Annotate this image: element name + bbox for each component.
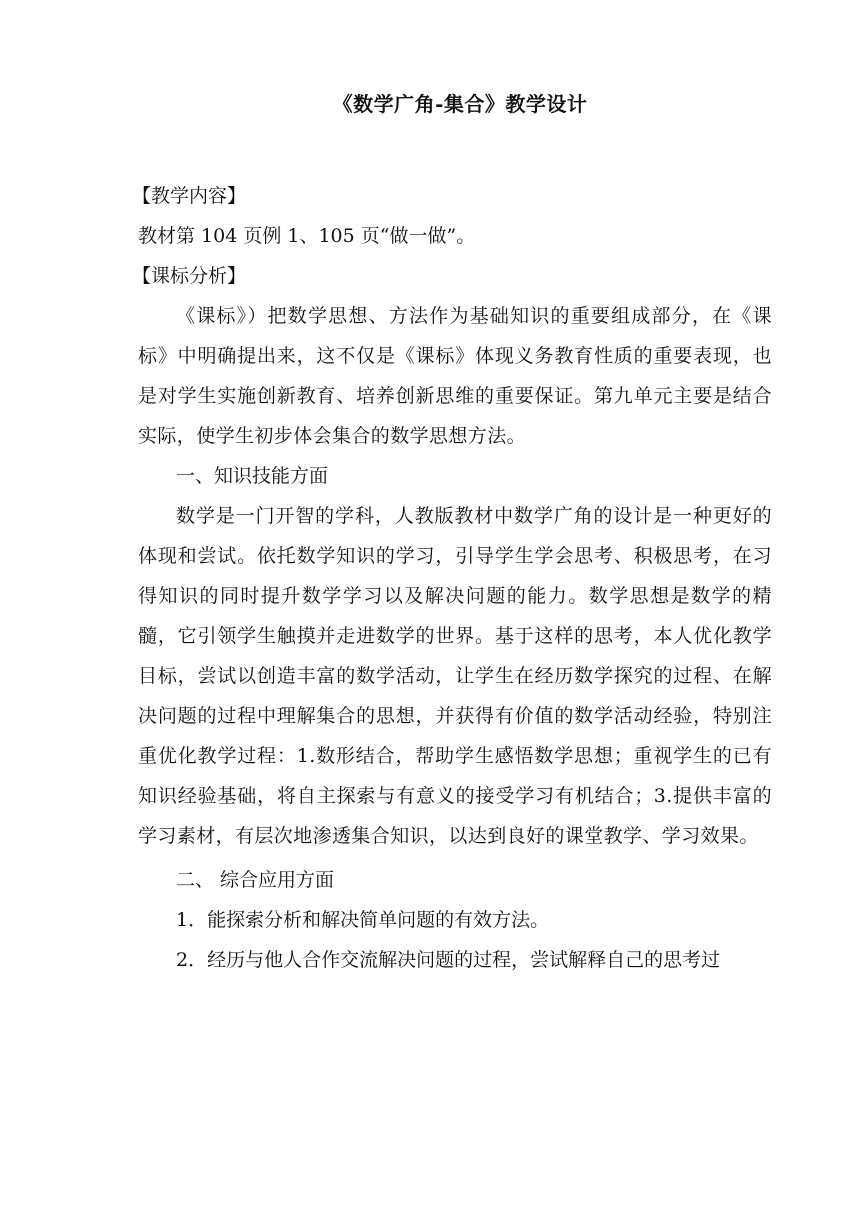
document-title: 《数学广角-集合》教学设计 bbox=[332, 92, 588, 116]
subheading-knowledge-skills: 一、知识技能方面 bbox=[176, 465, 329, 487]
section-heading-content: 【教学内容】 bbox=[132, 185, 247, 207]
subheading-application: 二、 综合应用方面 bbox=[176, 869, 335, 891]
list-item-2: 2．经历与他人合作交流解决问题的过程，尝试解释自己的思考过 bbox=[176, 949, 721, 971]
document-body bbox=[132, 176, 772, 980]
section-heading-analysis: 【课标分析】 bbox=[132, 265, 247, 287]
analysis-paragraph: 《课标》）把数学思想、方法作为基础知识的重要组成部分，在《课标》中明确提出来，这不仅是《课标》体现义务教育性质的重要表现，也是对学生实施创新教育、培养创新思维的重要保证。第九单元主要是结合实际，使学生初步体会集合的数学思想方法。 bbox=[138, 305, 772, 447]
knowledge-skills-paragraph: 数学是一门开智的学科，人教版教材中数学广角的设计是一种更好的体现和尝试。依托数学知识的学习，引导学生学会思考、积极思考，在习得知识的同时提升数学学习以及解决问题的能力。数学思想是数学的精髓，它引领学生触摸并走进数学的世界。基于这样的思考，本人优化教学目标，尝试以创造丰富的数学活动，让学生在经历数学探究的过程、在解决问题的过程中理解集合的思想，并获得有价值的数学活动经验，特别注重优化教学过程：1.数形结合，帮助学生感悟数学思想；重视学生的已有知识经验基础，将自主探索与有意义的接受学习有机结合；3.提供丰富的学习素材，有层次地渗透集合知识，以达到良好的课堂教学、学习效果。 bbox=[138, 505, 772, 847]
list-item-1: 1．能探索分析和解决简单问题的有效方法。 bbox=[176, 909, 550, 931]
content-text: 教材第 104 页例 1、105 页“做一做”。 bbox=[138, 225, 476, 247]
